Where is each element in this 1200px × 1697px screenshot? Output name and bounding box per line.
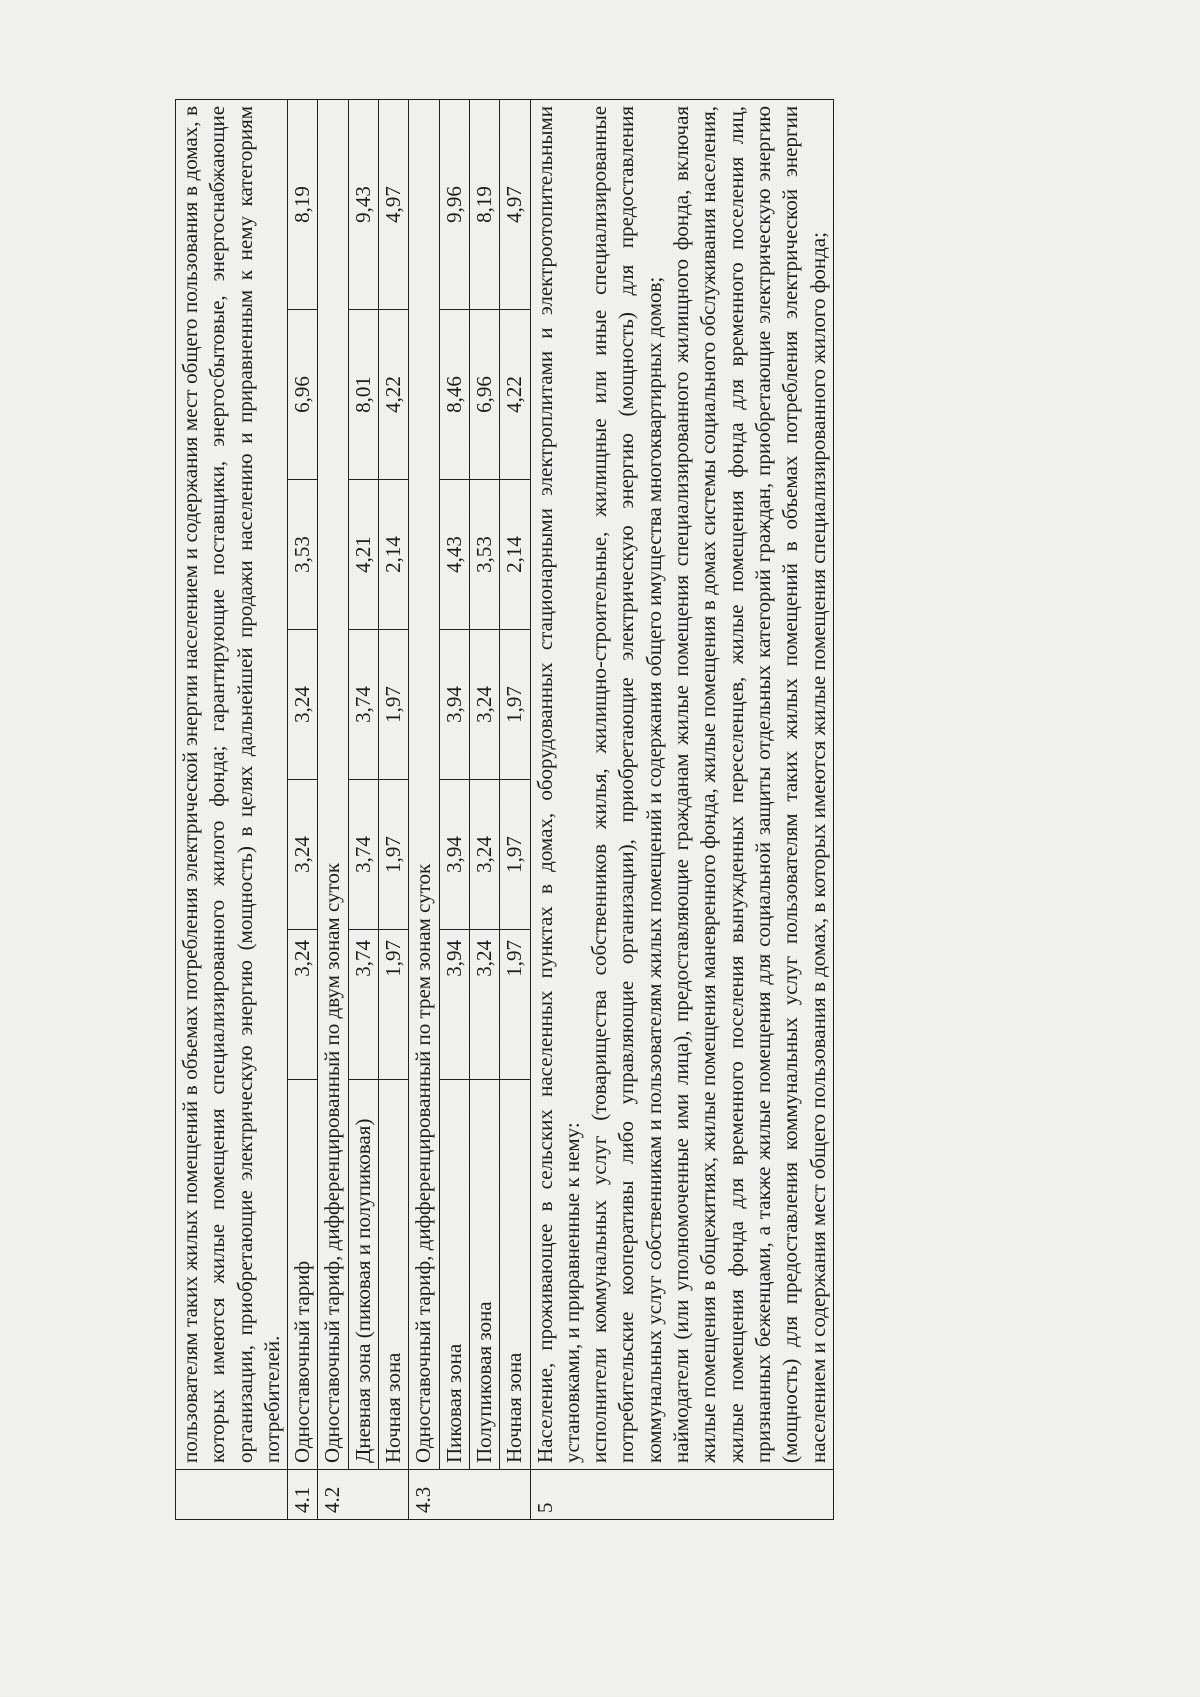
row-label: Пиковая зона [439, 1080, 469, 1470]
value-cell: 2,14 [379, 480, 409, 630]
value-cell: 3,74 [348, 780, 378, 930]
value-cell: 3,94 [439, 930, 469, 1080]
row-label: Ночная зона [500, 1080, 530, 1470]
row-label: Дневная зона (пиковая и полупиковая) [348, 1080, 378, 1470]
row-number: 5 [530, 1470, 833, 1520]
row-label: Одноставочный тариф [288, 1080, 318, 1470]
value-cell: 8,46 [439, 310, 469, 480]
table-row-4-2-night [379, 99, 409, 1519]
value-cell: 3,24 [469, 630, 499, 780]
table-row-4-2-header [318, 99, 348, 1519]
value-cell: 1,97 [500, 930, 530, 1080]
row-label: Ночная зона [379, 1080, 409, 1470]
table-row-4-3-header [409, 99, 439, 1519]
paragraph-population: Население, проживающее в сельских населенных пунктах в домах, оборудованных стационарными электроплитами и электроотопительными установками, и приравненные к нему: [532, 105, 584, 1463]
value-cell: 3,74 [348, 630, 378, 780]
table-row-4-3-peak [439, 99, 469, 1519]
tariff-table [175, 99, 834, 1520]
value-cell: 3,53 [469, 480, 499, 630]
value-cell: 6,96 [288, 310, 318, 480]
value-cell: 1,97 [500, 780, 530, 930]
value-cell: 1,97 [379, 930, 409, 1080]
value-cell: 3,24 [469, 780, 499, 930]
value-cell: 4,22 [379, 310, 409, 480]
value-cell: 3,24 [288, 630, 318, 780]
value-cell: 8,01 [348, 310, 378, 480]
rotated-document [175, 100, 1035, 1520]
category-description [530, 99, 833, 1469]
paragraph-landlords: наймодатели (или уполномоченные ими лица), предоставляющие гражданам жилые помещения специализированного жилищного фонда, включая жилые помещения в общежитиях, жилые помещения маневренного фонда, жилые помещения в домах системы социального обслуживания населения, жилые помещения фонда для временного поселения вынужденных переселенцев, жилые помещения фонда для временного поселения лиц, признанных беженцами, а также жилые помещения для социальной защиты отдельных категорий граждан, приобретающие электрическую энергию (мощность) для предоставления коммунальных услуг пользователям таких жилых помещений в объемах потребления электрической энергии населением и содержания мест общего пользования в домах, в которых имеются жилые помещения специализированного жилого фонда; [669, 105, 830, 1463]
value-cell: 9,43 [348, 99, 378, 309]
section-label: Одноставочный тариф, дифференцированный по трем зонам суток [409, 99, 439, 1469]
value-cell: 8,19 [288, 99, 318, 309]
value-cell: 1,97 [379, 630, 409, 780]
value-cell: 3,74 [348, 930, 378, 1080]
row-number-cell [176, 1470, 288, 1520]
table-row-4-2-day [348, 99, 378, 1519]
value-cell: 3,94 [439, 630, 469, 780]
table-row-4-3-semipeak [469, 99, 499, 1519]
value-cell: 4,22 [500, 310, 530, 480]
value-cell: 3,24 [469, 930, 499, 1080]
row-label: Полупиковая зона [469, 1080, 499, 1470]
table-row-5 [530, 99, 833, 1519]
continuation-text: пользователям таких жилых помещений в объемах потребления электрической энергии населением и содержания мест общего пользования в домах, в которых имеются жилые помещения специализированного жилого фонда; гарантирующие поставщики, энергосбытовые, энергоснабжающие организации, приобретающие электрическую энергию (мощность) в целях дальнейшей продажи населению и приравненным к нему категориям потребителей. [176, 99, 288, 1469]
row-number: 4.3 [409, 1470, 530, 1520]
value-cell: 6,96 [469, 310, 499, 480]
value-cell: 8,19 [469, 99, 499, 309]
row-number: 4.2 [318, 1470, 409, 1520]
value-cell: 3,53 [288, 480, 318, 630]
paragraph-service-providers: исполнители коммунальных услуг (товарищества собственников жилья, жилищно-строительные, жилищные или иные специализированные потребительские кооперативы либо управляющие организации), приобретающие электрическую энергию (мощность) для предоставления коммунальных услуг собственникам и пользователям жилых помещений и содержания общего имущества многоквартирных домов; [587, 105, 666, 1463]
value-cell: 3,24 [288, 930, 318, 1080]
table-row-continuation [176, 99, 288, 1519]
value-cell: 3,94 [439, 780, 469, 930]
table-row-4-1 [288, 99, 318, 1519]
value-cell: 1,97 [379, 780, 409, 930]
value-cell: 9,96 [439, 99, 469, 309]
value-cell: 3,24 [288, 780, 318, 930]
row-number: 4.1 [288, 1470, 318, 1520]
value-cell: 4,97 [379, 99, 409, 309]
section-label: Одноставочный тариф, дифференцированный по двум зонам суток [318, 99, 348, 1469]
table-row-4-3-night [500, 99, 530, 1519]
value-cell: 1,97 [500, 630, 530, 780]
value-cell: 4,43 [439, 480, 469, 630]
value-cell: 4,97 [500, 99, 530, 309]
value-cell: 2,14 [500, 480, 530, 630]
value-cell: 4,21 [348, 480, 378, 630]
